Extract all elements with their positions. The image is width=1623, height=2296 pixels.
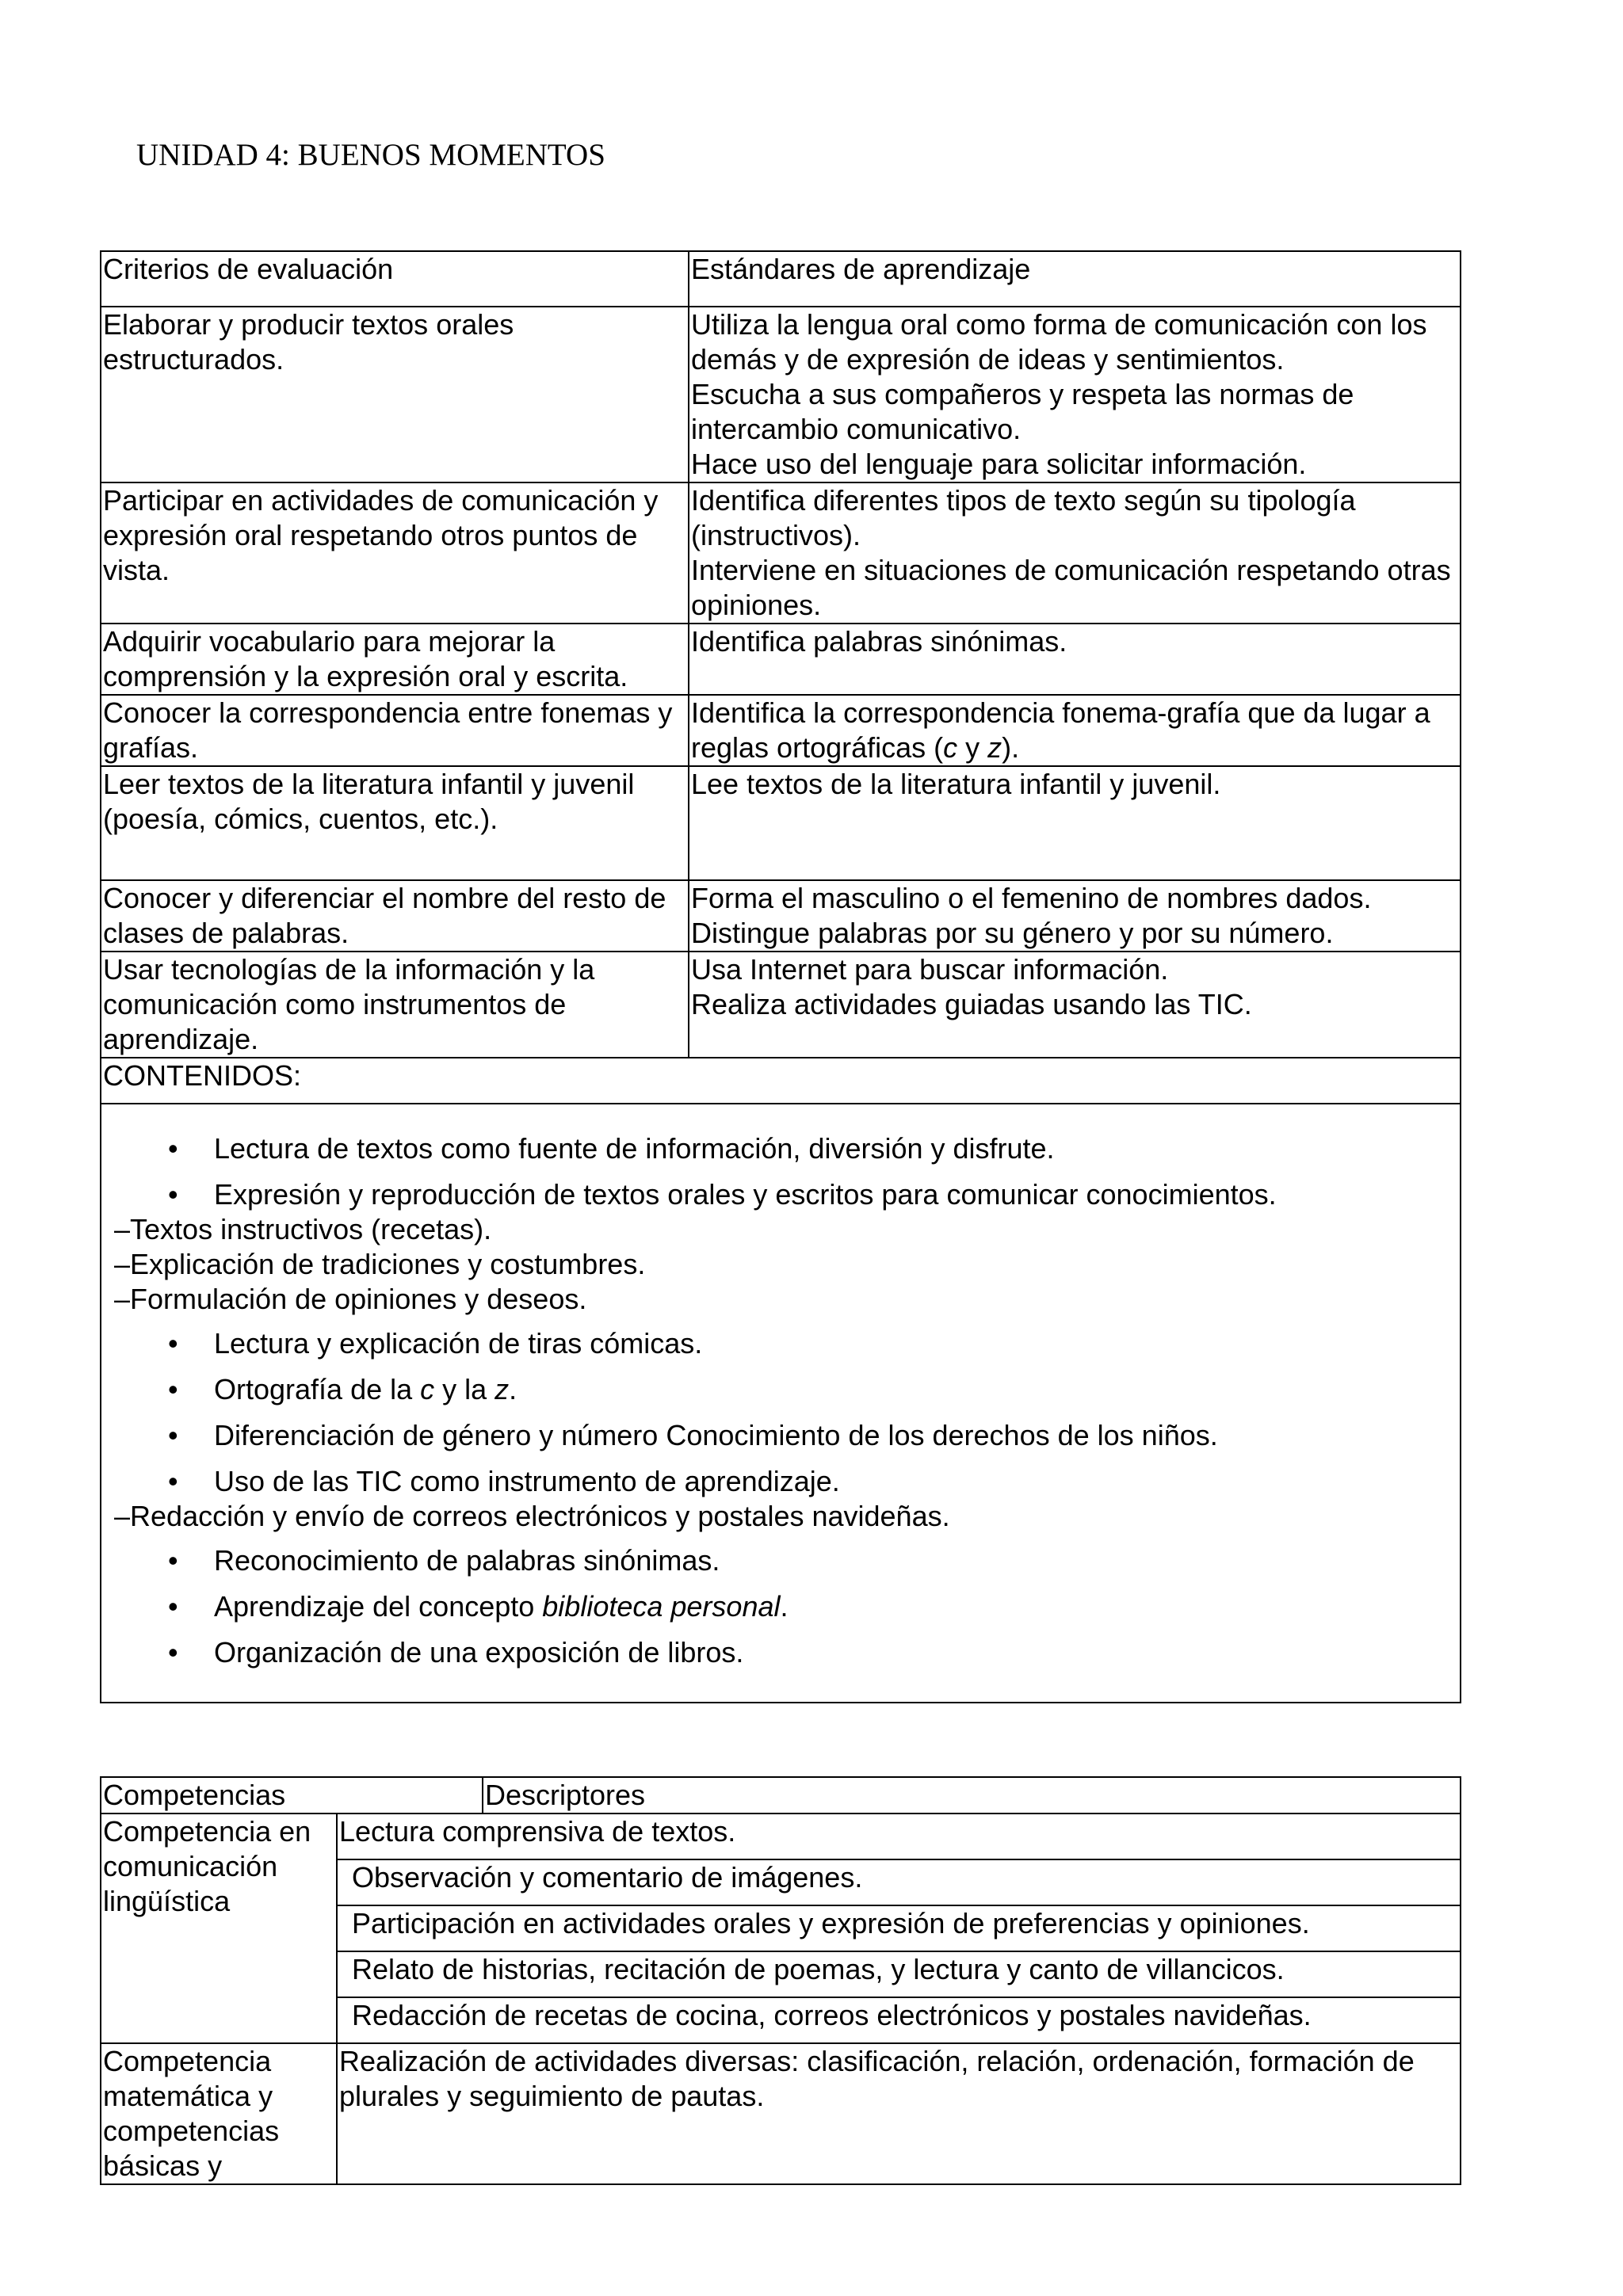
- contents-row: [101, 1104, 1461, 1703]
- contents-bullet: • Diferenciación de género y número Conocimiento de los derechos de los niños.: [101, 1418, 1460, 1453]
- table-row: [101, 1814, 1461, 1859]
- contents-bullet: [101, 1372, 1460, 1407]
- criterio-cell: Participar en actividades de comunicación y expresión oral respetando otros puntos de vista.: [101, 482, 689, 624]
- header-estandares: Estándares de aprendizaje: [689, 251, 1461, 307]
- criterio-cell: Usar tecnologías de la información y la comunicación como instrumentos de aprendizaje.: [101, 952, 689, 1058]
- table-row: [101, 307, 1461, 482]
- contents-text: y la: [434, 1373, 495, 1405]
- contents-dash: –Formulación de opiniones y deseos.: [114, 1283, 587, 1315]
- estandar-line: Escucha a sus compañeros y respeta las normas de intercambio comunicativo.: [691, 378, 1354, 445]
- table-row: [101, 880, 1461, 952]
- contents-text: Aprendizaje del concepto: [214, 1590, 543, 1623]
- estandar-cell: Identifica palabras sinónimas.: [689, 624, 1461, 695]
- page-title: UNIDAD 4: BUENOS MOMENTOS: [136, 138, 605, 172]
- descriptor-cell: Observación y comentario de imágenes.: [337, 1859, 1461, 1905]
- criterio-cell: Leer textos de la literatura infantil y juvenil (poesía, cómics, cuentos, etc.).: [101, 766, 689, 880]
- estandar-line: Forma el masculino o el femenino de nombres dados.: [691, 882, 1372, 914]
- estandar-line: Hace uso del lenguaje para solicitar información.: [691, 448, 1307, 480]
- estandar-cell: [689, 952, 1461, 1058]
- estandar-cell: Lee textos de la literatura infantil y juvenil.: [689, 766, 1461, 880]
- criterio-cell: Conocer la correspondencia entre fonemas y grafías.: [101, 695, 689, 766]
- estandar-line: Distingue palabras por su género y por su número.: [691, 917, 1334, 949]
- contents-dash: –Redacción y envío de correos electrónicos y postales navideñas.: [114, 1500, 950, 1532]
- table-row: [101, 624, 1461, 695]
- estandar-cell: [689, 307, 1461, 482]
- contents-text: .: [509, 1373, 517, 1405]
- estandar-text: ).: [1002, 731, 1020, 764]
- table-header-row: [101, 1777, 1461, 1814]
- estandar-text: Identifica la correspondencia fonema-grafía que da lugar a reglas ortográficas (: [691, 696, 1430, 764]
- descriptor-cell: Relato de historias, recitación de poemas, y lectura y canto de villancicos.: [337, 1951, 1461, 1997]
- descriptor-cell: Realización de actividades diversas: clasificación, relación, ordenación, formación de plurales y seguimiento de pautas.: [337, 2043, 1461, 2184]
- contents-bullet: [101, 1589, 1460, 1624]
- header-descriptores: Descriptores: [483, 1777, 1461, 1814]
- header-criterios: Criterios de evaluación: [101, 251, 689, 307]
- competencias-table: [100, 1776, 1461, 2185]
- contents-dash: –Explicación de tradiciones y costumbres.: [114, 1248, 646, 1280]
- table-row: [101, 952, 1461, 1058]
- descriptor-cell: Redacción de recetas de cocina, correos electrónicos y postales navideñas.: [337, 1997, 1461, 2043]
- criterio-cell: Conocer y diferenciar el nombre del resto de clases de palabras.: [101, 880, 689, 952]
- contents-label-row: [101, 1058, 1461, 1104]
- table-row: [101, 766, 1461, 880]
- contents-bullet: • Lectura y explicación de tiras cómicas.: [101, 1326, 1460, 1361]
- table-row: [101, 2043, 1461, 2184]
- emphasis-text: biblioteca personal: [542, 1590, 781, 1623]
- estandar-line: Utiliza la lengua oral como forma de comunicación con los demás y de expresión de ideas y sentimientos.: [691, 308, 1427, 376]
- estandar-line: Usa Internet para buscar información.: [691, 953, 1169, 986]
- header-competencias: Competencias: [101, 1777, 483, 1814]
- contents-dash: –Textos instructivos (recetas).: [114, 1213, 492, 1245]
- estandar-line: Identifica diferentes tipos de texto según su tipología (instructivos).: [691, 484, 1356, 551]
- table-row: [101, 482, 1461, 624]
- competencia-cell: Competencia en comunicación lingüística: [101, 1814, 337, 2043]
- estandar-cell: [689, 695, 1461, 766]
- criterio-cell: Elaborar y producir textos orales estructurados.: [101, 307, 689, 482]
- letter-z: z: [987, 731, 1002, 764]
- contents-bullet: • Organización de una exposición de libros.: [101, 1635, 1460, 1670]
- estandar-line: Interviene en situaciones de comunicación respetando otras opiniones.: [691, 554, 1451, 621]
- estandar-cell: [689, 880, 1461, 952]
- estandar-cell: [689, 482, 1461, 624]
- criteria-table: [100, 250, 1461, 1703]
- competencia-cell: Competencia matemática y competencias básicas y: [101, 2043, 337, 2184]
- letter-c: c: [420, 1373, 435, 1405]
- estandar-text: y: [957, 731, 988, 764]
- contents-text: .: [780, 1590, 789, 1623]
- descriptor-cell: Lectura comprensiva de textos.: [337, 1814, 1461, 1859]
- contents-bullet: • Expresión y reproducción de textos orales y escritos para comunicar conocimientos.: [101, 1177, 1460, 1212]
- contents-bullet: • Uso de las TIC como instrumento de aprendizaje.: [101, 1464, 1460, 1499]
- estandar-line: Realiza actividades guiadas usando las TIC.: [691, 988, 1252, 1020]
- contents-bullet: • Reconocimiento de palabras sinónimas.: [101, 1543, 1460, 1578]
- contents-cell: [101, 1104, 1461, 1703]
- letter-c: c: [943, 731, 958, 764]
- criterio-cell: Adquirir vocabulario para mejorar la comprensión y la expresión oral y escrita.: [101, 624, 689, 695]
- contents-text: Ortografía de la: [214, 1373, 421, 1405]
- letter-z: z: [495, 1373, 510, 1405]
- table-header-row: [101, 251, 1461, 307]
- descriptor-cell: Participación en actividades orales y expresión de preferencias y opiniones.: [337, 1905, 1461, 1951]
- contents-label: CONTENIDOS:: [101, 1058, 1461, 1104]
- table-row: [101, 695, 1461, 766]
- contents-bullet: • Lectura de textos como fuente de información, diversión y disfrute.: [101, 1131, 1460, 1166]
